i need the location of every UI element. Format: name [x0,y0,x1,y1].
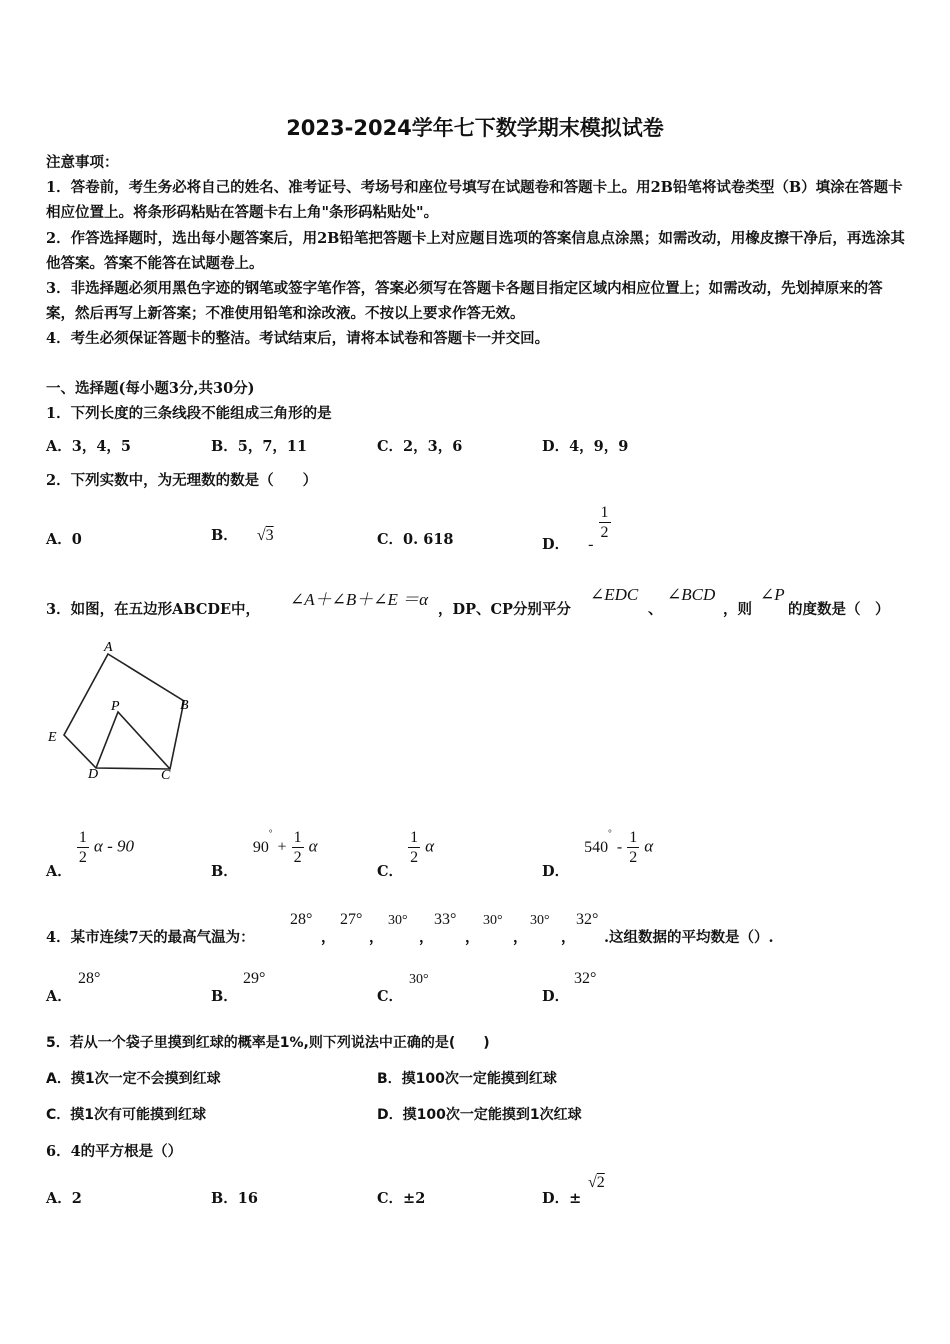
q6-option-b: B．16 [211,1190,258,1207]
q5-option-c: C．摸1次有可能摸到红球 [46,1107,207,1123]
minus-sign: - [616,838,623,856]
q1-option-d: D．4，9，9 [542,438,629,455]
q1-option-a: A．3，4，5 [46,438,132,455]
q2-option-a: A．0 [46,531,82,548]
q2-option-d [542,503,611,553]
q4-option-c-value: 30° [409,972,429,987]
sqrt-radicand: 3 [265,527,274,544]
expression-head: 540 [584,838,609,856]
temp-5: 30° [483,913,503,928]
fraction-numerator: 1 [410,829,419,846]
separator: ， [561,929,576,946]
q4-option-d-value: 32° [574,970,597,987]
expression-tail: α [425,836,435,856]
degree-sign: ° [268,828,273,838]
note-item: 1．答卷前，考生务必将自己的姓名、准考证号、考场号和座位号填写在试题卷和答题卡上。用2B铅笔将试卷类型（B）填涂在答题卡相应位置上。将条形码粘贴在答题卡右上角"条形码粘贴处"。 [46,179,903,222]
separator: ， [321,929,336,946]
q6-option-d-label: D．± [542,1190,582,1207]
vertex-label-b: B [180,698,189,713]
separator: ， [419,929,434,946]
vertex-label-a: A [104,640,113,655]
temp-1: 28° [290,911,313,928]
fraction-numerator: 1 [293,829,302,846]
q3-stem-b: ，DP、CP分别平分 [438,601,571,618]
q3-option-b [211,828,318,880]
section-heading: 一、选择题(每小题3分,共30分) [46,380,255,397]
note-item: 2．作答选择题时，选出每小题答案后，用2B铅笔把答题卡上对应题目选项的答案信息点涂黑；如需改动，用橡皮擦干净后，再选涂其他答案。答案不能答在试题卷上。 [46,229,905,272]
q6-option-c: C．±2 [377,1190,426,1207]
q4-option-b-label: B． [211,988,238,1005]
degree-sign: ° [608,828,612,838]
q2-stem: 2．下列实数中，为无理数的数是（ ） [46,472,318,489]
q2-option-b-label: B． [211,527,238,544]
q1-option-b: B．5，7，11 [211,438,308,455]
q1-option-c: C．2，3，6 [377,438,463,455]
fraction-denominator: 2 [629,849,638,866]
q3-stem-c: ，则 [723,601,752,618]
option-label: A． [46,862,72,880]
expression-head: 90 [252,838,269,856]
temp-7: 32° [576,911,599,928]
q2-option-d-label: D． [542,535,570,553]
q4-option-a-value: 28° [78,970,101,987]
q5-option-a: A．摸1次一定不会摸到红球 [46,1071,221,1087]
q3-stem-d: 的度数是（ ） [788,601,890,618]
expression-tail: α [308,836,318,856]
angle-bcd: ∠BCD [667,585,716,604]
page-title: 2023-2024学年七下数学期末模拟试卷 [286,116,664,140]
notes-block [46,150,908,352]
angle-p: ∠P [760,585,785,604]
temp-3: 30° [388,913,408,928]
vertex-label-d: D [88,767,99,782]
sqrt-expression: √3 [256,527,274,544]
q6-option-a: A．2 [46,1190,82,1207]
temp-6: 30° [530,913,550,928]
expression-tail: α - 90 [93,836,134,856]
q4-stem: 4．某市连续7天的最高气温为： [46,929,255,946]
notes-heading: 注意事项： [46,154,119,171]
fraction-numerator: 1 [78,829,87,846]
fraction-denominator: 2 [600,524,609,541]
option-label: D． [542,862,570,880]
fraction [599,503,611,542]
fraction-denominator: 2 [293,849,302,866]
plus-sign: + [277,838,287,856]
temp-2: 27° [340,911,363,928]
q5-option-b: B．摸100次一定能摸到红球 [377,1071,557,1087]
q6-option-d-sqrt: √2 [588,1174,605,1191]
vertex-label-c: C [161,768,171,783]
expression-tail: α [644,836,654,856]
q1-stem: 1．下列长度的三条线段不能组成三角形的是 [46,405,332,422]
fraction-denominator: 2 [78,849,87,866]
q4-option-c-label: C． [377,988,404,1005]
pentagon-outline [64,654,184,769]
fraction-numerator: 1 [629,829,638,846]
note-item: 3．非选择题必须用黑色字迹的钢笔或签字笔作答，答案必须写在答题卡各题目指定区域内相应位置上；如需改动，先划掉原来的答案，然后再写上新答案；不准使用铅笔和涂改液。不按以上要求作答无效。 [46,280,883,323]
vertex-label-e: E [48,730,57,745]
fraction [408,828,420,867]
q3-stem: 3．如图，在五边形ABCDE中， [46,601,261,618]
q4-option-d-label: D． [542,988,570,1005]
q6-stem: 6．4的平方根是（） [46,1143,183,1160]
q3-option-d [542,828,654,880]
separator: ， [465,929,480,946]
fraction-numerator: 1 [600,504,609,521]
separator: 、 [648,601,663,618]
q4-option-a-label: A． [46,988,72,1005]
option-label: B． [211,862,238,880]
q2-option-c: C．0. 618 [377,531,454,548]
q4-stem-b: .这组数据的平均数是（）. [604,929,774,946]
q3-angle-sum: ∠A＋∠B＋∠E ＝α [290,590,429,609]
fraction [77,828,89,867]
sqrt-radicand: 2 [596,1174,605,1191]
pentagon-figure [40,640,220,790]
q3-option-a [46,828,134,880]
minus-sign: - [588,535,594,553]
q5-stem: 5．若从一个袋子里摸到红球的概率是1%,则下列说法中正确的是( ) [46,1035,490,1051]
q3-option-c [377,828,435,880]
note-item: 4．考生必须保证答题卡的整洁。考试结束后，请将本试卷和答题卡一并交回。 [46,330,550,348]
fraction [627,828,639,867]
q2-option-b [211,524,274,545]
angle-edc: ∠EDC [590,585,639,604]
separator: ， [513,929,528,946]
separator: ， [369,929,384,946]
temp-4: 33° [434,911,457,928]
option-label: C． [377,862,404,880]
q5-option-d: D．摸100次一定能摸到1次红球 [377,1107,582,1123]
bisector-lines [96,712,170,769]
fraction-denominator: 2 [410,849,419,866]
point-label-p: P [111,699,120,714]
fraction [292,828,304,867]
q4-option-b-value: 29° [243,970,266,987]
